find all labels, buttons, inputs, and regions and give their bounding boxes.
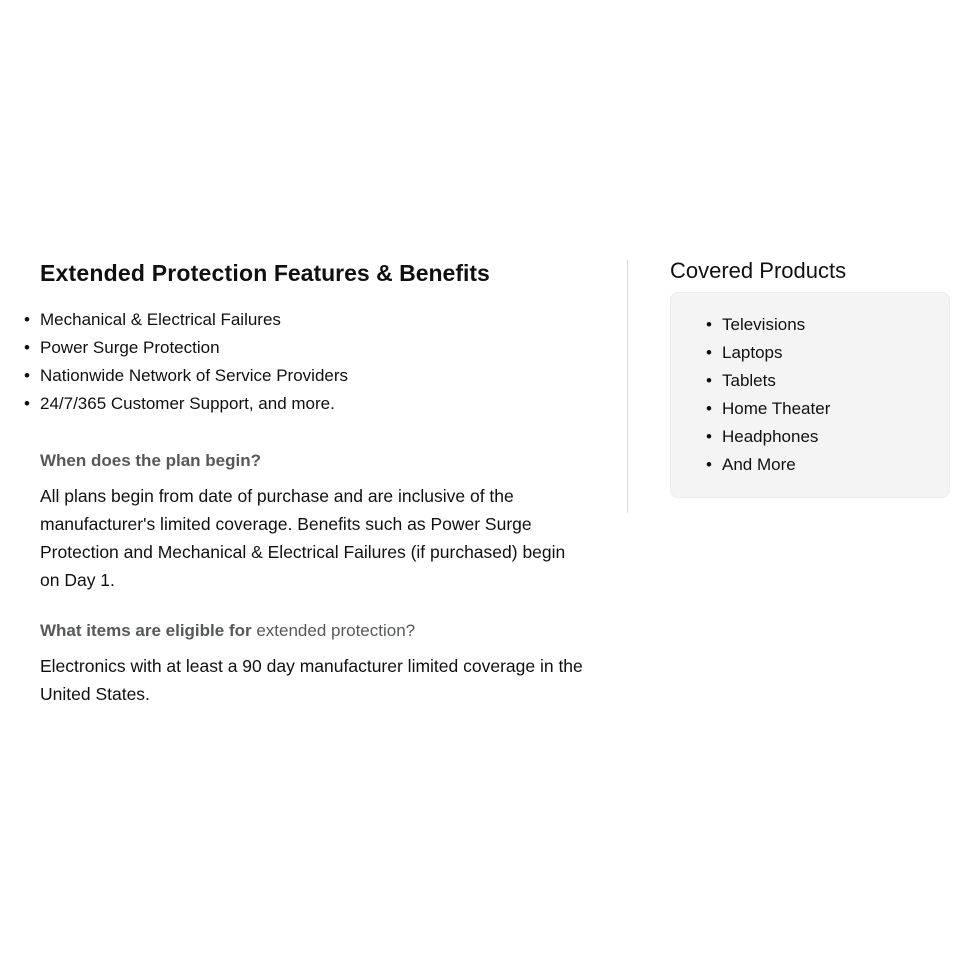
benefit-item: • Nationwide Network of Service Providers bbox=[40, 362, 587, 390]
benefit-item: • 24/7/365 Customer Support, and more. bbox=[40, 390, 587, 418]
product-item: • Televisions bbox=[722, 311, 933, 339]
covered-products-column bbox=[670, 258, 950, 498]
product-item: • Laptops bbox=[722, 339, 933, 367]
benefit-item: • Mechanical & Electrical Failures bbox=[40, 306, 587, 334]
column-divider bbox=[627, 260, 628, 513]
features-column bbox=[40, 258, 587, 708]
product-item: • And More bbox=[722, 451, 933, 479]
covered-products-box bbox=[670, 292, 950, 498]
product-item: • Home Theater bbox=[722, 395, 933, 423]
qa-question-strong: When does the plan begin? bbox=[40, 451, 261, 470]
benefit-item: • Power Surge Protection bbox=[40, 334, 587, 362]
page-title bbox=[40, 258, 587, 288]
product-item: • Tablets bbox=[722, 367, 933, 395]
qa-section-plan-begin bbox=[40, 450, 587, 594]
covered-products-title: Covered Products bbox=[670, 258, 847, 283]
qa-section-eligible-items bbox=[40, 620, 587, 708]
products-list bbox=[722, 311, 933, 479]
qa-question-strong: What items are eligible for bbox=[40, 621, 252, 640]
qa-answer: Electronics with at least a 90 day manufacturer limited coverage in the United States. bbox=[40, 656, 583, 704]
qa-question-light: extended protection? bbox=[256, 621, 416, 640]
qa-answer: All plans begin from date of purchase and are inclusive of the manufacturer's limited coverage. Benefits such as Power Surge Protection and Mechanical & Electrical Failures (if purchased) begin on Day 1. bbox=[40, 486, 566, 590]
product-item: • Headphones bbox=[722, 423, 933, 451]
page-title-primary: Extended Protection bbox=[40, 260, 268, 286]
qa-question bbox=[40, 620, 587, 642]
page-title-secondary: Features & Benefits bbox=[273, 260, 490, 286]
benefits-list bbox=[40, 306, 587, 418]
qa-question bbox=[40, 450, 587, 472]
